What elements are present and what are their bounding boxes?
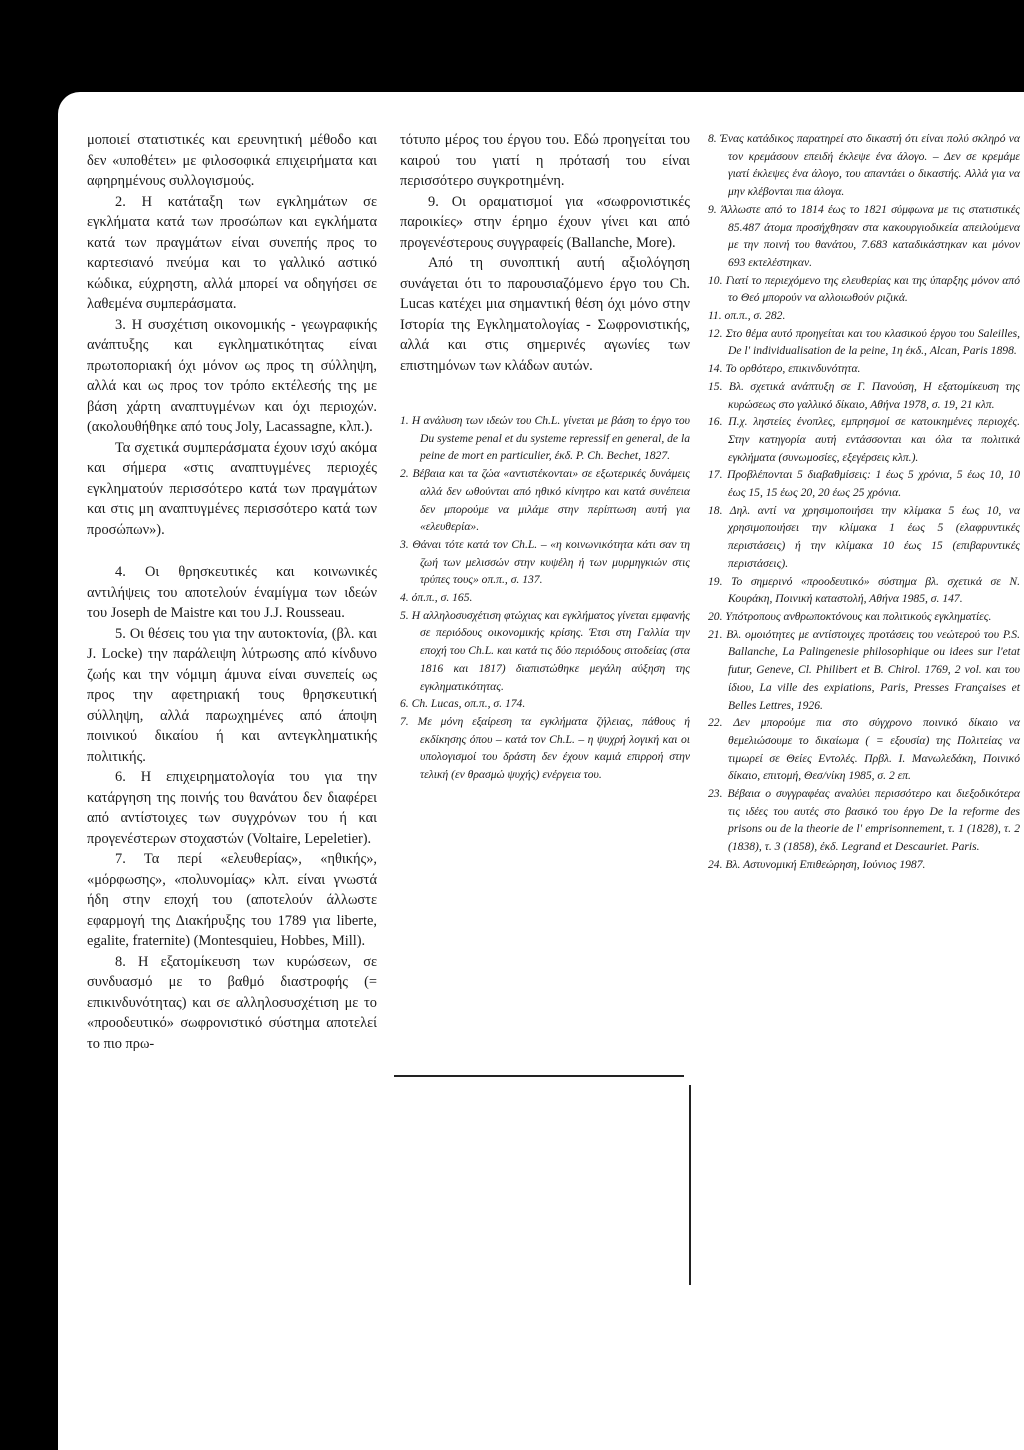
footnote: 8. Ένας κατάδικος παρατηρεί στο δικαστή ότι είναι πολύ σκληρό να τον κρεμάσουν επειδή έκλεψε ένα άλογο. – Δεν σε κρεμάμε γιατί έκλεψες ένα άλογο, του απαντάει ο δικαστής. Αλλά για να μην κλέβονται πια άλογα. (708, 132, 1020, 199)
footnote: 9. Άλλωστε από το 1814 έως το 1821 σύμφωνα με τις στατιστικές 85.487 άτομα προσήχθησαν στα κακουργιοδικεία απειλούμενα με την ποινή του θανάτου, 7.683 καταδικάστηκαν και μόνον 693 εκτελέστηκαν. (708, 202, 1020, 269)
footnote: 3. Θάναι τότε κατά τον Ch.L. – «η κοινωνικότητα κάτι σαν τη ζωή των μελισσών στην κυψέλη ή των μυρμηγκιών στις τρύπες τους» οπ.π., σ. 137. (400, 537, 690, 587)
paragraph: Από τη συνοπτική αυτή αξιολόγηση συνάγεται ότι το παρουσιαζόμενο έργο του Ch. Lucas κατέχει μια σημαντική θέση όχι μόνο στην Ιστορία της Εγκληματολογίας - Σωφρονιστικής, αλλά και στις σημερινές αγωνίες των επιστημόνων των κλάδων αυτών. (400, 255, 690, 374)
paragraph: τότυπο μέρος του έργου του. Εδώ προηγείται του καιρού του γιατί η πρότασή του είναι περισσότερο συγκροτημένη. (400, 132, 690, 189)
footnotes-middle (400, 412, 690, 784)
footnote: 18. Δηλ. αντί να χρησιμοποιήσει την κλίμακα 5 έως 10, να χρησιμοποιήσει την κλίμακα 1 έως 5 (ελαφρυντικές περιστάσεις) ή την κλίμακα 10 έως 15 (επιβαρυντικές περιστάσεις). (708, 503, 1020, 570)
main-column-left (87, 130, 377, 1054)
footnote: 19. Το σημερινό «προοδευτικό» σύστημα βλ. σχετικά σε Ν. Κουράκη, Ποινική καταστολή, Αθήνα 1985, σ. 147. (708, 574, 1020, 606)
paragraph: 9. Οι οραματισμοί για «σωφρονιστικές παροικίες» στην έρημο έχουν γίνει και από προγενέστερους συγγραφείς (Ballanche, More). (400, 193, 690, 251)
footnote: 5. Η αλληλοσυσχέτιση φτώχιας και εγκλήματος γίνεται εμφανής σε περιόδους οικονομικής κρίσης. Έτσι στη Γαλλία την εποχή του Ch.L. και κατά τις δύο περιόδους σιτοδείας (στα 1816 και 1817) διαπιστώθηκε μεγάλη αύξηση της εγκληματικότητας. (400, 608, 690, 693)
footnote: 17. Προβλέπονται 5 διαβαθμίσεις: 1 έως 5 χρόνια, 5 έως 10, 10 έως 15, 15 έως 20, 20 έως 25 χρόνια. (708, 468, 1020, 500)
footnote: 12. Στο θέμα αυτό προηγείται και του κλασικού έργου του Saleilles, De l' individualisation de la peine, 1η έκδ., Alcan, Paris 1898. (708, 326, 1020, 358)
footnote: 7. Με μόνη εξαίρεση τα εγκλήματα ζήλειας, πάθους ή εκδίκησης όπου – κατά τον Ch.L. – η ψυχρή λογική και οι υπολογισμοί του δράστη δεν έχουν καμιά επιρροή στην τελική (εν θρασμώ ψυχής) ενέργεια του. (400, 714, 690, 782)
footnote: 22. Δεν μπορούμε πια στο σύγχρονο ποινικό δίκαιο να θεμελιώσουμε το δικαίωμα ( = εξουσία) της Πολιτείας να τιμωρεί σε Θείες Εντολές. Πρβλ. Ι. Μανωλεδάκη, Ποινικό δίκαιο, επιτομή, Θεσ/νίκη 1985, σ. 2 επ. (708, 716, 1020, 783)
footnote: 20. Υπότροπους ανθρωποκτόνους και πολιτικούς εγκληματίες. (708, 609, 992, 623)
footnote: 11. οπ.π., σ. 282. (708, 309, 786, 323)
divider (394, 1075, 684, 1077)
footnote: 4. όπ.π., σ. 165. (400, 591, 473, 605)
footnote: 16. Π.χ. ληστείες ένοπλες, εμπρησμοί σε κατοικημένες περιοχές. Στην κατηγορία αυτή εντάσσονται και όλα τα πολιτικά εγκλήματα (συνωμοσίες, εξεγέρσεις κλπ.). (708, 415, 1020, 464)
margin-line (689, 1085, 691, 1285)
paragraph: 4. Οι θρησκευτικές και κοινωνικές αντιλήψεις του αποτελούν έναμίγμα των ιδεών του Joseph de Maistre και του J.J. Rousseau. (87, 564, 377, 621)
footnote: 21. Βλ. ομοιότητες με αντίστοιχες προτάσεις του νεώτερού του P.S. Ballanche, La Palingenesie philosophique ou idees sur l'etat futur, Geneve, Cl. Philibert et B. Chirol. 1769, 2 vol. και του ίδιου, La ville des expiations, Paris, Presses Françaises et Belles Lettres, 1926. (708, 627, 1020, 712)
footnote: 10. Γιατί το περιεχόμενο της ελευθερίας και της ύπαρξης μόνον από το Θεό μπορούν να αλλοιωθούν ριζικά. (708, 273, 1020, 305)
paragraph: 7. Τα περί «ελευθερίας», «ηθικής», «μόρφωσης», «πολυνομίας» κλπ. είναι γνωστά ήδη στην εποχή του (αποτελούν άλλωστε εφαρμογή της Διακήρυξης του 1789 για liberte, egalite, fraternite) (Montesquieu, Hobbes, Mill). (87, 851, 377, 949)
footnote: 23. Βέβαια ο συγγραφέας αναλύει περισσότερο και διεξοδικότερα τις ιδέες του αυτές στο βασικό του έργο De la reforme des prisons ou de la theorie de l' emprisonnement, τ. 1 (1828), τ. 2 (1838), τ. 3 (1858), έκδ. Legrand et Descauriet. Paris. (708, 787, 1020, 854)
paragraph: 5. Οι θέσεις του για την αυτοκτονία, (βλ. και J. Locke) την παράλειψη λύτρωσης από κίνδυνο ζωής και την νόμιμη άμυνα είναι συνεπείς ως προς την αφετηριακή τους θρησκευτική σύλληψη, αλλά παρωχημένες από άποψη ποινικού δικαίου ή και αντεγκληματικής πολιτικής. (87, 625, 377, 765)
paragraph: 3. Η συσχέτιση οικονομικής - γεωγραφικής ανάπτυξης και εγκληματικότητας είναι πρωτοποριακή όχι μόνον ως προς τη σύλληψη, αλλά και ως προς τον τρόπο εκτέλεσής της με βάση χάρτη αναπτυγμένων και όχι περιοχών. (ακολουθήθηκε από τους Joly, Lacassagne, κλπ.). (87, 316, 377, 435)
footnote: 6. Ch. Lucas, οπ.π., σ. 174. (400, 697, 526, 711)
footnote: 14. Το ορθότερο, επικινδυνότητα. (708, 362, 861, 376)
footnotes-right (708, 130, 1020, 874)
paragraph: Τα σχετικά συμπεράσματα έχουν ισχύ ακόμα και σήμερα «στις αναπτυγμένες περιοχές εγκληματούν περισσότερο κατά των πραγμάτων και στις μη αναπτυγμένες περισσότερο κατά των προσώπων»). (87, 439, 377, 538)
paragraph: 6. Η επιχειρηματολογία του για την κατάργηση της ποινής του θανάτου δεν διαφέρει από αντίστοιχες των συγχρόνων του ή και προγενέστερων στοχαστών (Voltaire, Lepeletier). (87, 769, 377, 847)
footnote: 15. Βλ. σχετικά ανάπτυξη σε Γ. Πανούση, Η εξατομίκευση της κυρώσεως στο γαλλικό δίκαιο, Αθήνα 1978, σ. 19, 21 κλπ. (708, 379, 1020, 411)
footnote: 2. Βέβαια και τα ζώα «αντιστέκονται» σε εξωτερικές δυνάμεις αλλά δεν ωθούνται από ηθικό κίνητρο και κατά συνέπεια δεν μπορούμε να μιλάμε στην περίπτωση αυτή για «ελευθερία». (400, 467, 690, 534)
footnote: 1. Η ανάλυση των ιδεών του Ch.L. γίνεται με βάση το έργο του Du systeme penal et du systeme repressif en general, de la peine de mort en particulier, έκδ. P. Ch. Bechet, 1827. (400, 414, 690, 463)
paragraph: 8. Η εξατομίκευση των κυρώσεων, σε συνδυασμό με το βαθμό διαστροφής (= επικινδυνότητας) και σε αλληλοσυσχέτιση με το «προοδευτικό» σωφρονιστικό σύστημα αποτελεί το πιο πρω- (87, 953, 377, 1052)
main-column-middle (400, 130, 690, 784)
footnote: 24. Βλ. Αστυνομική Επιθεώρηση, Ιούνιος 1987. (708, 857, 926, 871)
paragraph: 2. Η κατάταξη των εγκλημάτων σε εγκλήματα κατά των προσώπων και εγκλήματα κατά των πραγμάτων είναι συνεπής προς το καρτεσιανό πνεύμα και το γαλλικό αστικό κώδικα, εύχρηστη, αλλά μπορεί να οδηγήσει σε λαθεμένα συμπεράσματα. (87, 193, 377, 312)
paragraph: μοποιεί στατιστικές και ερευνητική μέθοδο και δεν «υποθέτει» με φιλοσοφικά επιχειρήματα και αφηρημένους συλλογισμούς. (87, 132, 377, 189)
